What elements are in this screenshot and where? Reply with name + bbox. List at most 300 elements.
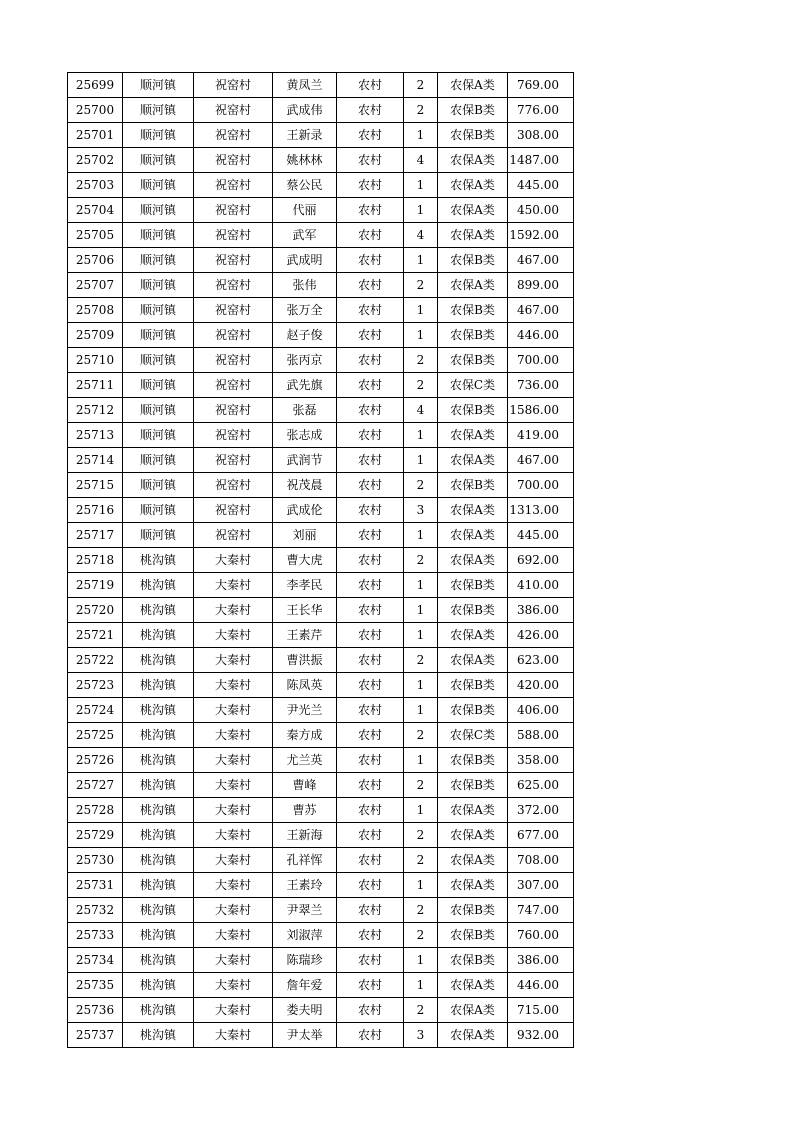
cell-name: 刘丽 — [273, 523, 337, 548]
cell-record-id: 25706 — [68, 248, 123, 273]
cell-town: 顺河镇 — [123, 298, 194, 323]
table-row — [68, 598, 574, 623]
cell-town: 桃沟镇 — [123, 948, 194, 973]
cell-member-count: 2 — [404, 648, 438, 673]
cell-member-count: 4 — [404, 223, 438, 248]
cell-village: 大秦村 — [194, 873, 273, 898]
cell-name: 武成伟 — [273, 98, 337, 123]
cell-insurance-category: 农保A类 — [438, 798, 508, 823]
cell-town: 桃沟镇 — [123, 623, 194, 648]
cell-town: 桃沟镇 — [123, 823, 194, 848]
cell-amount: 467.00 — [508, 298, 574, 323]
cell-household-type: 农村 — [337, 598, 404, 623]
cell-insurance-category: 农保A类 — [438, 623, 508, 648]
table-row — [68, 98, 574, 123]
cell-name: 张丙京 — [273, 348, 337, 373]
cell-name: 武先旗 — [273, 373, 337, 398]
cell-name: 曹苏 — [273, 798, 337, 823]
cell-amount: 426.00 — [508, 623, 574, 648]
cell-household-type: 农村 — [337, 248, 404, 273]
cell-town: 顺河镇 — [123, 198, 194, 223]
cell-member-count: 1 — [404, 523, 438, 548]
table-row — [68, 148, 574, 173]
cell-record-id: 25722 — [68, 648, 123, 673]
cell-amount: 760.00 — [508, 923, 574, 948]
cell-amount: 445.00 — [508, 523, 574, 548]
cell-insurance-category: 农保A类 — [438, 648, 508, 673]
cell-record-id: 25705 — [68, 223, 123, 248]
table-row — [68, 248, 574, 273]
cell-amount: 420.00 — [508, 673, 574, 698]
cell-amount: 736.00 — [508, 373, 574, 398]
cell-record-id: 25718 — [68, 548, 123, 573]
cell-name: 秦方成 — [273, 723, 337, 748]
table-row — [68, 698, 574, 723]
cell-town: 桃沟镇 — [123, 898, 194, 923]
cell-member-count: 1 — [404, 673, 438, 698]
cell-town: 桃沟镇 — [123, 798, 194, 823]
cell-record-id: 25714 — [68, 448, 123, 473]
cell-record-id: 25709 — [68, 323, 123, 348]
cell-name: 娄夫明 — [273, 998, 337, 1023]
cell-record-id: 25732 — [68, 898, 123, 923]
cell-town: 顺河镇 — [123, 323, 194, 348]
cell-record-id: 25728 — [68, 798, 123, 823]
cell-amount: 588.00 — [508, 723, 574, 748]
cell-household-type: 农村 — [337, 648, 404, 673]
cell-name: 尹光兰 — [273, 698, 337, 723]
cell-record-id: 25704 — [68, 198, 123, 223]
table-row — [68, 823, 574, 848]
cell-amount: 372.00 — [508, 798, 574, 823]
cell-insurance-category: 农保A类 — [438, 548, 508, 573]
cell-member-count: 2 — [404, 898, 438, 923]
cell-name: 张万全 — [273, 298, 337, 323]
cell-member-count: 1 — [404, 423, 438, 448]
cell-member-count: 1 — [404, 623, 438, 648]
cell-record-id: 25710 — [68, 348, 123, 373]
cell-village: 大秦村 — [194, 573, 273, 598]
cell-amount: 467.00 — [508, 248, 574, 273]
cell-household-type: 农村 — [337, 898, 404, 923]
cell-village: 祝窑村 — [194, 98, 273, 123]
cell-record-id: 25717 — [68, 523, 123, 548]
cell-amount: 715.00 — [508, 998, 574, 1023]
cell-town: 顺河镇 — [123, 148, 194, 173]
cell-household-type: 农村 — [337, 548, 404, 573]
cell-record-id: 25725 — [68, 723, 123, 748]
cell-town: 顺河镇 — [123, 223, 194, 248]
table-row — [68, 548, 574, 573]
cell-member-count: 2 — [404, 823, 438, 848]
cell-record-id: 25734 — [68, 948, 123, 973]
cell-village: 祝窑村 — [194, 148, 273, 173]
cell-insurance-category: 农保B类 — [438, 123, 508, 148]
cell-record-id: 25719 — [68, 573, 123, 598]
cell-member-count: 2 — [404, 73, 438, 98]
table-row — [68, 748, 574, 773]
cell-amount: 708.00 — [508, 848, 574, 873]
cell-member-count: 2 — [404, 348, 438, 373]
cell-insurance-category: 农保A类 — [438, 173, 508, 198]
cell-amount: 776.00 — [508, 98, 574, 123]
cell-insurance-category: 农保B类 — [438, 773, 508, 798]
cell-town: 桃沟镇 — [123, 748, 194, 773]
table-row — [68, 198, 574, 223]
cell-member-count: 1 — [404, 798, 438, 823]
cell-insurance-category: 农保A类 — [438, 498, 508, 523]
cell-amount: 899.00 — [508, 273, 574, 298]
cell-record-id: 25702 — [68, 148, 123, 173]
cell-name: 张磊 — [273, 398, 337, 423]
cell-insurance-category: 农保B类 — [438, 598, 508, 623]
cell-household-type: 农村 — [337, 573, 404, 598]
cell-town: 顺河镇 — [123, 348, 194, 373]
cell-amount: 308.00 — [508, 123, 574, 148]
cell-town: 桃沟镇 — [123, 773, 194, 798]
cell-village: 祝窑村 — [194, 423, 273, 448]
cell-town: 桃沟镇 — [123, 548, 194, 573]
cell-insurance-category: 农保B类 — [438, 748, 508, 773]
cell-name: 姚林林 — [273, 148, 337, 173]
cell-household-type: 农村 — [337, 798, 404, 823]
cell-household-type: 农村 — [337, 348, 404, 373]
cell-member-count: 2 — [404, 848, 438, 873]
cell-insurance-category: 农保B类 — [438, 98, 508, 123]
cell-insurance-category: 农保B类 — [438, 898, 508, 923]
cell-village: 大秦村 — [194, 698, 273, 723]
cell-name: 王素芹 — [273, 623, 337, 648]
cell-insurance-category: 农保B类 — [438, 698, 508, 723]
cell-village: 大秦村 — [194, 1023, 273, 1048]
cell-insurance-category: 农保A类 — [438, 273, 508, 298]
table-row — [68, 923, 574, 948]
cell-household-type: 农村 — [337, 498, 404, 523]
cell-town: 桃沟镇 — [123, 673, 194, 698]
cell-record-id: 25707 — [68, 273, 123, 298]
table-row — [68, 773, 574, 798]
cell-member-count: 2 — [404, 373, 438, 398]
cell-record-id: 25700 — [68, 98, 123, 123]
cell-household-type: 农村 — [337, 923, 404, 948]
cell-member-count: 1 — [404, 573, 438, 598]
cell-household-type: 农村 — [337, 698, 404, 723]
cell-town: 桃沟镇 — [123, 698, 194, 723]
cell-name: 王长华 — [273, 598, 337, 623]
cell-household-type: 农村 — [337, 223, 404, 248]
cell-member-count: 2 — [404, 98, 438, 123]
cell-insurance-category: 农保C类 — [438, 723, 508, 748]
cell-village: 祝窑村 — [194, 273, 273, 298]
cell-insurance-category: 农保B类 — [438, 948, 508, 973]
cell-village: 祝窑村 — [194, 473, 273, 498]
cell-household-type: 农村 — [337, 673, 404, 698]
table-row — [68, 723, 574, 748]
cell-name: 尹太举 — [273, 1023, 337, 1048]
cell-amount: 677.00 — [508, 823, 574, 848]
table-row — [68, 523, 574, 548]
cell-village: 祝窑村 — [194, 198, 273, 223]
cell-household-type: 农村 — [337, 73, 404, 98]
cell-town: 桃沟镇 — [123, 998, 194, 1023]
cell-amount: 446.00 — [508, 323, 574, 348]
cell-insurance-category: 农保A类 — [438, 73, 508, 98]
cell-member-count: 1 — [404, 973, 438, 998]
cell-insurance-category: 农保A类 — [438, 973, 508, 998]
cell-household-type: 农村 — [337, 773, 404, 798]
cell-record-id: 25733 — [68, 923, 123, 948]
cell-member-count: 1 — [404, 748, 438, 773]
cell-name: 曹洪振 — [273, 648, 337, 673]
cell-name: 曹大虎 — [273, 548, 337, 573]
cell-amount: 307.00 — [508, 873, 574, 898]
cell-insurance-category: 农保B类 — [438, 473, 508, 498]
cell-name: 尹翠兰 — [273, 898, 337, 923]
cell-name: 陈凤英 — [273, 673, 337, 698]
cell-record-id: 25729 — [68, 823, 123, 848]
cell-member-count: 4 — [404, 148, 438, 173]
cell-member-count: 1 — [404, 248, 438, 273]
cell-record-id: 25721 — [68, 623, 123, 648]
cell-record-id: 25723 — [68, 673, 123, 698]
cell-household-type: 农村 — [337, 173, 404, 198]
cell-insurance-category: 农保B类 — [438, 923, 508, 948]
table-row — [68, 448, 574, 473]
table-row — [68, 573, 574, 598]
cell-village: 祝窑村 — [194, 248, 273, 273]
cell-insurance-category: 农保A类 — [438, 848, 508, 873]
cell-member-count: 2 — [404, 723, 438, 748]
cell-village: 祝窑村 — [194, 373, 273, 398]
cell-amount: 1313.00 — [508, 498, 574, 523]
cell-town: 桃沟镇 — [123, 723, 194, 748]
cell-name: 张伟 — [273, 273, 337, 298]
table-row — [68, 473, 574, 498]
cell-town: 顺河镇 — [123, 248, 194, 273]
table-row — [68, 398, 574, 423]
cell-insurance-category: 农保A类 — [438, 423, 508, 448]
cell-household-type: 农村 — [337, 98, 404, 123]
cell-name: 武成伦 — [273, 498, 337, 523]
cell-town: 顺河镇 — [123, 173, 194, 198]
cell-amount: 358.00 — [508, 748, 574, 773]
cell-village: 大秦村 — [194, 748, 273, 773]
roster-table — [67, 72, 574, 1048]
cell-member-count: 1 — [404, 698, 438, 723]
cell-village: 大秦村 — [194, 673, 273, 698]
cell-town: 桃沟镇 — [123, 873, 194, 898]
cell-town: 顺河镇 — [123, 373, 194, 398]
cell-town: 顺河镇 — [123, 73, 194, 98]
table-row — [68, 898, 574, 923]
cell-village: 大秦村 — [194, 623, 273, 648]
cell-household-type: 农村 — [337, 323, 404, 348]
cell-record-id: 25699 — [68, 73, 123, 98]
cell-name: 詹年爱 — [273, 973, 337, 998]
cell-record-id: 25708 — [68, 298, 123, 323]
table-row — [68, 123, 574, 148]
cell-household-type: 农村 — [337, 273, 404, 298]
cell-village: 大秦村 — [194, 998, 273, 1023]
cell-record-id: 25716 — [68, 498, 123, 523]
cell-insurance-category: 农保B类 — [438, 323, 508, 348]
cell-member-count: 1 — [404, 598, 438, 623]
cell-record-id: 25711 — [68, 373, 123, 398]
cell-insurance-category: 农保C类 — [438, 373, 508, 398]
cell-record-id: 25737 — [68, 1023, 123, 1048]
cell-amount: 410.00 — [508, 573, 574, 598]
cell-insurance-category: 农保B类 — [438, 398, 508, 423]
cell-village: 祝窑村 — [194, 123, 273, 148]
cell-village: 祝窑村 — [194, 173, 273, 198]
cell-village: 大秦村 — [194, 773, 273, 798]
cell-amount: 1592.00 — [508, 223, 574, 248]
cell-village: 祝窑村 — [194, 498, 273, 523]
cell-member-count: 1 — [404, 873, 438, 898]
cell-record-id: 25713 — [68, 423, 123, 448]
cell-village: 大秦村 — [194, 848, 273, 873]
cell-household-type: 农村 — [337, 748, 404, 773]
cell-amount: 406.00 — [508, 698, 574, 723]
cell-member-count: 1 — [404, 298, 438, 323]
cell-member-count: 4 — [404, 398, 438, 423]
cell-village: 大秦村 — [194, 923, 273, 948]
cell-household-type: 农村 — [337, 973, 404, 998]
cell-name: 张志成 — [273, 423, 337, 448]
cell-amount: 932.00 — [508, 1023, 574, 1048]
cell-town: 顺河镇 — [123, 448, 194, 473]
cell-town: 顺河镇 — [123, 523, 194, 548]
cell-name: 刘淑萍 — [273, 923, 337, 948]
cell-household-type: 农村 — [337, 473, 404, 498]
cell-household-type: 农村 — [337, 448, 404, 473]
table-row — [68, 273, 574, 298]
cell-insurance-category: 农保A类 — [438, 998, 508, 1023]
table-row — [68, 1023, 574, 1048]
cell-town: 桃沟镇 — [123, 1023, 194, 1048]
table-row — [68, 623, 574, 648]
cell-record-id: 25731 — [68, 873, 123, 898]
cell-household-type: 农村 — [337, 723, 404, 748]
cell-member-count: 3 — [404, 498, 438, 523]
cell-member-count: 1 — [404, 323, 438, 348]
cell-village: 祝窑村 — [194, 73, 273, 98]
table-row — [68, 323, 574, 348]
cell-town: 顺河镇 — [123, 123, 194, 148]
cell-member-count: 1 — [404, 173, 438, 198]
table-row — [68, 423, 574, 448]
cell-household-type: 农村 — [337, 298, 404, 323]
cell-town: 桃沟镇 — [123, 598, 194, 623]
cell-town: 桃沟镇 — [123, 923, 194, 948]
cell-name: 孔祥恽 — [273, 848, 337, 873]
table-row — [68, 648, 574, 673]
cell-amount: 419.00 — [508, 423, 574, 448]
cell-insurance-category: 农保A类 — [438, 223, 508, 248]
cell-village: 祝窑村 — [194, 223, 273, 248]
cell-amount: 623.00 — [508, 648, 574, 673]
cell-member-count: 2 — [404, 273, 438, 298]
cell-insurance-category: 农保B类 — [438, 573, 508, 598]
cell-member-count: 2 — [404, 923, 438, 948]
cell-village: 祝窑村 — [194, 523, 273, 548]
cell-record-id: 25735 — [68, 973, 123, 998]
cell-village: 大秦村 — [194, 898, 273, 923]
table-row — [68, 998, 574, 1023]
cell-insurance-category: 农保A类 — [438, 823, 508, 848]
cell-household-type: 农村 — [337, 423, 404, 448]
table-row — [68, 73, 574, 98]
cell-amount: 700.00 — [508, 473, 574, 498]
table-row — [68, 498, 574, 523]
cell-name: 赵子俊 — [273, 323, 337, 348]
cell-village: 大秦村 — [194, 948, 273, 973]
cell-village: 大秦村 — [194, 648, 273, 673]
cell-amount: 386.00 — [508, 948, 574, 973]
cell-amount: 769.00 — [508, 73, 574, 98]
cell-town: 桃沟镇 — [123, 848, 194, 873]
cell-amount: 467.00 — [508, 448, 574, 473]
cell-village: 祝窑村 — [194, 298, 273, 323]
cell-household-type: 农村 — [337, 123, 404, 148]
cell-name: 尤兰英 — [273, 748, 337, 773]
cell-town: 桃沟镇 — [123, 648, 194, 673]
cell-household-type: 农村 — [337, 198, 404, 223]
cell-insurance-category: 农保A类 — [438, 448, 508, 473]
cell-household-type: 农村 — [337, 623, 404, 648]
cell-household-type: 农村 — [337, 373, 404, 398]
table-row — [68, 948, 574, 973]
cell-village: 祝窑村 — [194, 398, 273, 423]
cell-household-type: 农村 — [337, 998, 404, 1023]
cell-insurance-category: 农保B类 — [438, 348, 508, 373]
cell-amount: 1487.00 — [508, 148, 574, 173]
cell-town: 顺河镇 — [123, 98, 194, 123]
cell-insurance-category: 农保B类 — [438, 673, 508, 698]
cell-name: 王新海 — [273, 823, 337, 848]
cell-insurance-category: 农保A类 — [438, 523, 508, 548]
cell-household-type: 农村 — [337, 948, 404, 973]
cell-name: 武军 — [273, 223, 337, 248]
cell-member-count: 3 — [404, 1023, 438, 1048]
cell-town: 顺河镇 — [123, 473, 194, 498]
cell-town: 顺河镇 — [123, 398, 194, 423]
cell-household-type: 农村 — [337, 523, 404, 548]
cell-name: 陈瑞珍 — [273, 948, 337, 973]
cell-household-type: 农村 — [337, 398, 404, 423]
cell-amount: 747.00 — [508, 898, 574, 923]
cell-member-count: 1 — [404, 448, 438, 473]
cell-amount: 446.00 — [508, 973, 574, 998]
cell-name: 祝茂晨 — [273, 473, 337, 498]
cell-insurance-category: 农保A类 — [438, 1023, 508, 1048]
cell-insurance-category: 农保A类 — [438, 148, 508, 173]
cell-member-count: 1 — [404, 198, 438, 223]
table-row — [68, 873, 574, 898]
cell-name: 武成明 — [273, 248, 337, 273]
cell-village: 祝窑村 — [194, 448, 273, 473]
cell-name: 武润节 — [273, 448, 337, 473]
cell-village: 大秦村 — [194, 798, 273, 823]
cell-record-id: 25727 — [68, 773, 123, 798]
cell-village: 祝窑村 — [194, 323, 273, 348]
table-row — [68, 348, 574, 373]
cell-record-id: 25724 — [68, 698, 123, 723]
table-row — [68, 673, 574, 698]
table-row — [68, 223, 574, 248]
cell-member-count: 2 — [404, 473, 438, 498]
cell-member-count: 1 — [404, 123, 438, 148]
